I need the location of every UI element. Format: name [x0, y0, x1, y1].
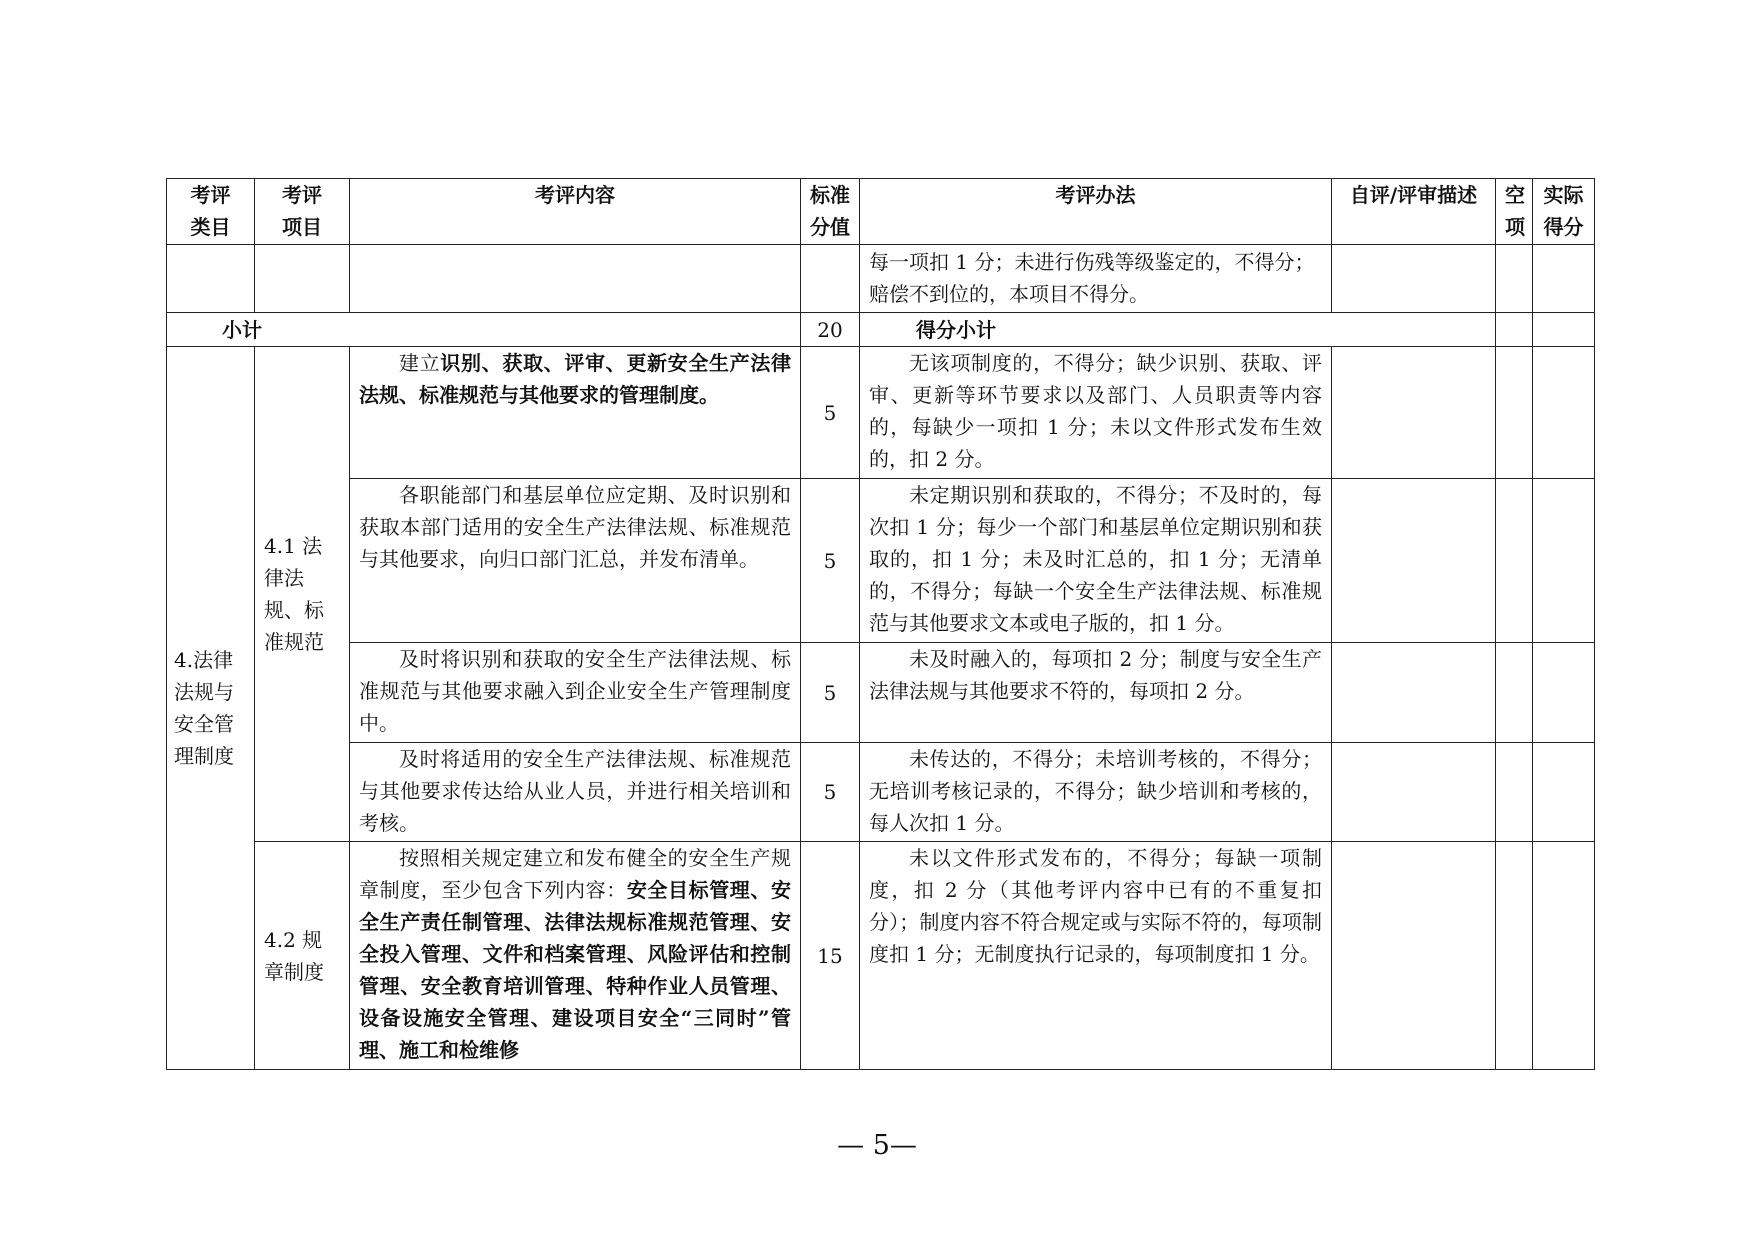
item-cell-4-2: 4.2 规章制度	[255, 842, 350, 1070]
subtotal-actual-cell	[1533, 313, 1595, 347]
table-row	[167, 743, 1595, 842]
subtotal-row	[167, 313, 1595, 347]
actual-score-cell	[1533, 479, 1595, 643]
self-eval-cell	[1332, 479, 1496, 643]
content-cell	[350, 842, 801, 1070]
self-eval-cell	[1332, 347, 1496, 479]
actual-score-cell	[1533, 842, 1595, 1070]
content-bold-text: 安全目标管理、安全生产责任制管理、法律法规标准规范管理、安全投入管理、文件和档案管理、风险评估和控制管理、安全教育培训管理、特种作业人员管理、设备设施安全管理、建设项目安全“三同时”管理、施工和检维修	[359, 878, 792, 1062]
empty-cell	[1496, 479, 1533, 643]
table-row	[167, 842, 1595, 1070]
header-row	[167, 179, 1595, 245]
header-score	[801, 179, 860, 245]
score-cell: 5	[801, 479, 860, 643]
actual-score-cell	[1533, 347, 1595, 479]
score-cell: 5	[801, 347, 860, 479]
header-score-line2: 分值	[810, 215, 850, 239]
table-row	[167, 643, 1595, 743]
subtotal-score-label: 得分小计	[860, 313, 1496, 347]
content-plain-text: 按照相关规定建立和发布健全的安全生产规章制度，至少包含下列内容：	[359, 846, 791, 902]
actual-score-cell	[1533, 743, 1595, 842]
subtotal-score: 20	[801, 313, 860, 347]
empty-cell	[1496, 347, 1533, 479]
content-cell	[350, 347, 801, 479]
evaluation-table	[166, 178, 1595, 1070]
header-item-line1: 考评	[282, 183, 322, 207]
method-cell: 无该项制度的，不得分；缺少识别、获取、评审、更新等环节要求以及部门、人员职责等内容的，每缺少一项扣 1 分；未以文件形式发布生效的，扣 2 分。	[860, 347, 1332, 479]
header-actual	[1533, 179, 1595, 245]
subtotal-empty-cell	[1496, 313, 1533, 347]
score-cell: 5	[801, 643, 860, 743]
header-empty-line2: 项	[1505, 215, 1525, 239]
header-content: 考评内容	[350, 179, 801, 245]
self-eval-cell	[1332, 842, 1496, 1070]
carry-self-eval-cell	[1332, 245, 1496, 313]
subtotal-label: 小计	[167, 313, 801, 347]
method-cell: 未及时融入的，每项扣 2 分；制度与安全生产法律法规与其他要求不符的，每项扣 2 分。	[860, 643, 1332, 743]
carry-score-cell	[801, 245, 860, 313]
method-cell: 未传达的，不得分；未培训考核的，不得分；无培训考核记录的，不得分；缺少培训和考核的，每人次扣 1 分。	[860, 743, 1332, 842]
header-category-line2: 类目	[190, 215, 231, 239]
content-bold-text: 识别、获取、评审、更新安全生产法律法规、标准规范与其他要求的管理制度。	[359, 351, 792, 407]
header-actual-line2: 得分	[1543, 215, 1584, 239]
header-score-line1: 标准	[810, 183, 850, 207]
score-cell: 5	[801, 743, 860, 842]
carry-item-cell	[255, 245, 350, 313]
content-plain-text: 建立	[399, 351, 441, 375]
carry-empty-cell	[1496, 245, 1533, 313]
self-eval-cell	[1332, 743, 1496, 842]
method-cell: 未以文件形式发布的，不得分；每缺一项制度，扣 2 分（其他考评内容中已有的不重复扣分）；制度内容不符合规定或与实际不符的，每项制度扣 1 分；无制度执行记录的，每项制度扣 1 分。	[860, 842, 1332, 1070]
content-cell: 及时将适用的安全生产法律法规、标准规范与其他要求传达给从业人员，并进行相关培训和考核。	[350, 743, 801, 842]
header-item-line2: 项目	[282, 215, 322, 239]
header-category-line1: 考评	[190, 183, 231, 207]
actual-score-cell	[1533, 643, 1595, 743]
self-eval-cell	[1332, 643, 1496, 743]
header-empty	[1496, 179, 1533, 245]
carry-category-cell	[167, 245, 255, 313]
empty-cell	[1496, 743, 1533, 842]
category-cell: 4.法律法规与安全管理制度	[167, 347, 255, 1070]
method-cell: 未定期识别和获取的，不得分；不及时的，每次扣 1 分；每少一个部门和基层单位定期识别和获取的，扣 1 分；未及时汇总的，扣 1 分；无清单的，不得分；每缺一个安全生产法律法规、标准规范与其他要求文本或电子版的，扣 1 分。	[860, 479, 1332, 643]
content-cell: 及时将识别和获取的安全生产法律法规、标准规范与其他要求融入到企业安全生产管理制度中。	[350, 643, 801, 743]
header-actual-line1: 实际	[1543, 183, 1584, 207]
carry-actual-cell	[1533, 245, 1595, 313]
table-row	[167, 347, 1595, 479]
item-cell-4-1: 4.1 法律法规、标准规范	[255, 347, 350, 842]
page-number: — 5—	[837, 1130, 917, 1161]
header-empty-line1: 空	[1505, 183, 1525, 207]
carry-over-row	[167, 245, 1595, 313]
header-category	[167, 179, 255, 245]
header-self-eval: 自评/评审描述	[1332, 179, 1496, 245]
empty-cell	[1496, 643, 1533, 743]
carry-content-cell	[350, 245, 801, 313]
empty-cell	[1496, 842, 1533, 1070]
header-method: 考评办法	[860, 179, 1332, 245]
carry-method-cell: 每一项扣 1 分；未进行伤残等级鉴定的，不得分；赔偿不到位的，本项目不得分。	[860, 245, 1332, 313]
table-row	[167, 479, 1595, 643]
header-item	[255, 179, 350, 245]
content-cell: 各职能部门和基层单位应定期、及时识别和获取本部门适用的安全生产法律法规、标准规范与其他要求，向归口部门汇总，并发布清单。	[350, 479, 801, 643]
score-cell: 15	[801, 842, 860, 1070]
